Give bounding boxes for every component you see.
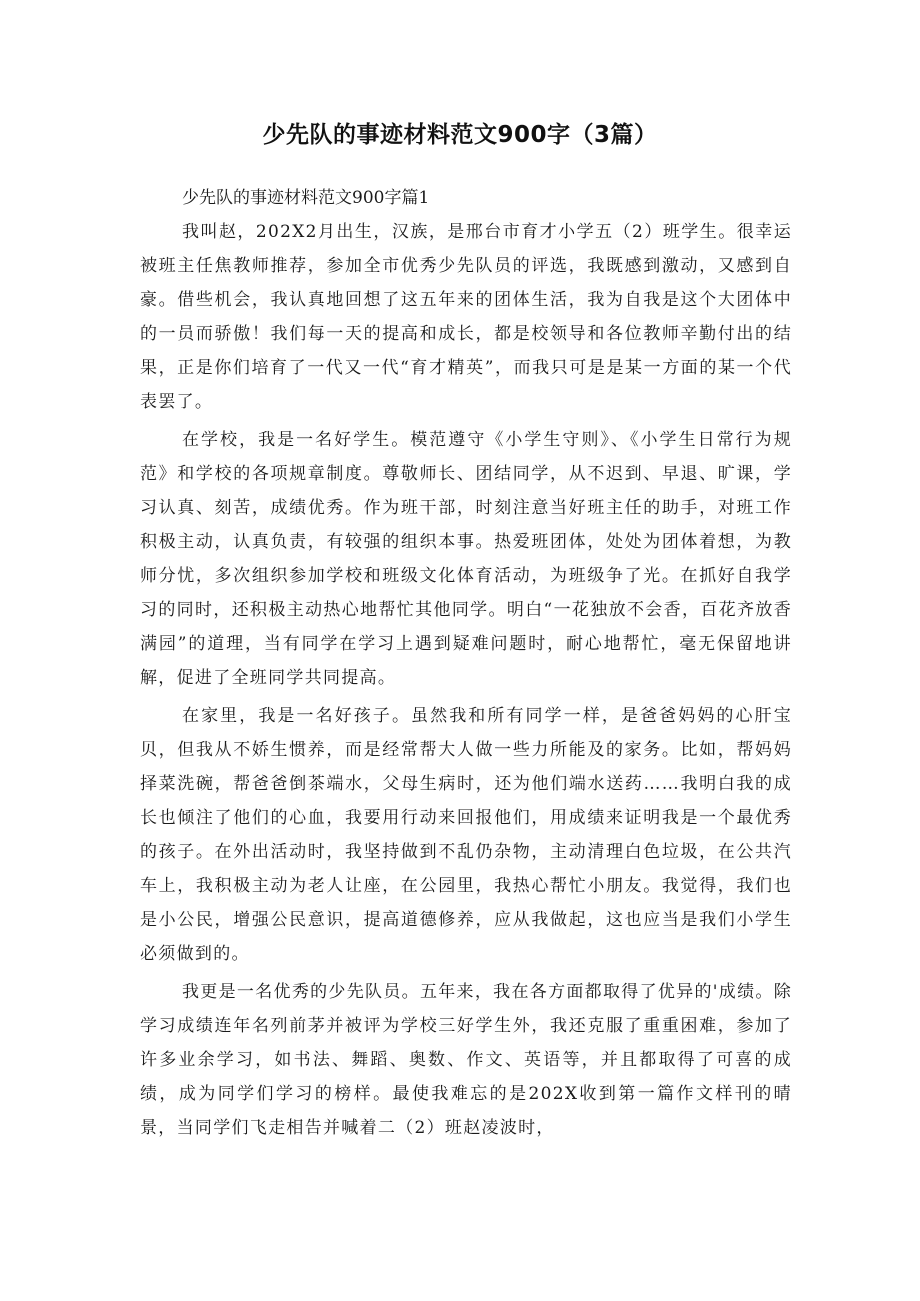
paragraph-intro: 我叫赵，202X2月出生，汉族，是邢台市育才小学五（2）班学生。很幸运被班主任焦教师推荐，参加全市优秀少先队员的评选，我既感到激动，又感到自豪。借些机会，我认真地回想了这五年来的团体生活，我为自我是这个大团体中的一员而骄傲！我们每一天的提高和成长，都是校领导和各位教师辛勤付出的结果，正是你们培育了一代又一代“育才精英”，而我只可是是某一方面的某一个代表罢了。: [140, 222, 792, 412]
paragraph-school: 在学校，我是一名好学生。模范遵守《小学生守则》、《小学生日常行为规范》和学校的各项规章制度。尊敬师长、团结同学，从不迟到、早退、旷课，学习认真、刻苦，成绩优秀。作为班干部，时刻注意当好班主任的助手，对班工作积极主动，认真负责，有较强的组织本事。热爱班团体，处处为团体着想，为教师分忧，多次组织参加学校和班级文化体育活动，为班级争了光。在抓好自我学习的同时，还积极主动热心地帮忙其他同学。明白“一花独放不会香，百花齐放香满园”的道理，当有同学在学习上遇到疑难问题时，耐心地帮忙，毫无保留地讲解，促进了全班同学共同提高。: [140, 430, 792, 688]
document-body: [140, 181, 792, 1149]
paragraph-home: 在家里，我是一名好孩子。虽然我和所有同学一样，是爸爸妈妈的心肝宝贝，但我从不娇生惯养，而是经常帮大人做一些力所能及的家务。比如，帮妈妈择菜洗碗，帮爸爸倒茶端水，父母生病时，还为他们端水送药……我明白我的成长也倾注了他们的心血，我要用行动来回报他们，用成绩来证明我是一个最优秀的孩子。在外出活动时，我坚持做到不乱仍杂物，主动清理白色垃圾，在公共汽车上，我积极主动为老人让座，在公园里，我热心帮忙小朋友。我觉得，我们也是小公民，增强公民意识，提高道德修养，应从我做起，这也应当是我们小学生必须做到的。: [140, 706, 792, 964]
document-title: 少先队的事迹材料范文900字（3篇）: [262, 122, 658, 148]
section-subtitle: 少先队的事迹材料范文900字篇1: [182, 188, 430, 208]
paragraph-pioneer: 我更是一名优秀的少先队员。五年来，我在各方面都取得了优异的'成绩。除学习成绩连年名列前茅并被评为学校三好学生外，我还克服了重重困难，参加了许多业余学习，如书法、舞蹈、奥数、作文、英语等，并且都取得了可喜的成绩，成为同学们学习的榜样。最使我难忘的是202X收到第一篇作文样刊的晴景，当同学们飞走相告并喊着二（2）班赵凌波时，: [140, 982, 792, 1138]
